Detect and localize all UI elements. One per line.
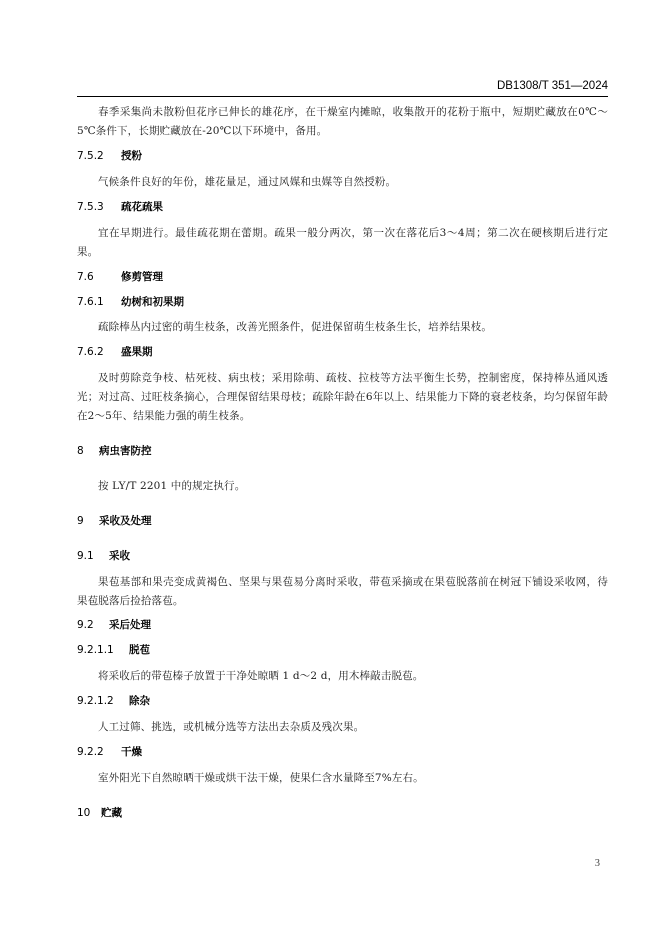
section-title: 疏花疏果 — [121, 201, 163, 213]
section-title: 修剪管理 — [121, 271, 163, 283]
section-heading-9-2 — [77, 616, 608, 635]
section-number: 9.2.2 — [77, 746, 104, 758]
section-title: 干燥 — [121, 746, 142, 758]
paragraph-pollen-collection: 春季采集尚未散粉但花序已伸长的雄花序，在干燥室内摊晾，收集散开的花粉于瓶中，短期贮藏放在0℃～5℃条件下，长期贮藏放在-20℃以下环境中，备用。 — [77, 106, 608, 137]
section-number: 7.6.1 — [77, 296, 104, 308]
section-title: 除杂 — [129, 695, 150, 707]
paragraph-young-tree-pruning: 疏除棒丛内过密的萌生枝条，改善光照条件，促进保留萌生枝条生长，培养结果枝。 — [98, 321, 493, 333]
paragraph-full-bearing-pruning: 及时剪除竞争枝、枯死枝、病虫枝；采用除萌、疏枝、拉枝等方法平衡生长势，控制密度，保持棒丛通风透光；对过高、过旺枝条摘心，合理保留结果母枝；疏除年龄在6年以上、结果能力下降的衰老枝条，均匀保留年龄在2～5年、结果能力强的萌生枝条。 — [77, 372, 608, 422]
section-number: 8 — [77, 445, 84, 457]
paragraph-drying: 室外阳光下自然晾晒干燥或烘干法干燥，使果仁含水量降至7%左右。 — [98, 772, 424, 784]
section-heading-7-6 — [77, 268, 608, 287]
document-code: DB1308/T 351—2024 — [496, 80, 608, 92]
section-title: 盛果期 — [121, 346, 153, 358]
paragraph-pollination: 气候条件良好的年份，雄花量足，通过风媒和虫媒等自然授粉。 — [98, 176, 397, 188]
section-title: 贮藏 — [101, 807, 122, 819]
section-heading-9-2-2 — [77, 743, 608, 762]
section-title: 病虫害防控 — [99, 445, 152, 457]
section-heading-9-2-1-1 — [77, 641, 608, 660]
section-heading-7-6-2 — [77, 343, 608, 362]
paragraph-thinning: 宜在早期进行。最佳疏花期在蕾期。疏果一般分两次，第一次在落花后3～4周；第二次在硬核期后进行定果。 — [77, 227, 608, 258]
paragraph-pest-control: 按 LY/T 2201 中的规定执行。 — [98, 480, 246, 492]
section-number: 9.2 — [77, 619, 94, 631]
section-title: 采后处理 — [109, 619, 151, 631]
section-title: 采收及处理 — [99, 515, 152, 527]
header-rule — [77, 96, 608, 97]
section-title: 幼树和初果期 — [121, 296, 184, 308]
paragraph-husk-removal: 将采收后的带苞榛子放置于干净处晾晒 1 d～2 d，用木棒敲击脱苞。 — [98, 670, 424, 682]
paragraph-impurity-removal: 人工过筛、挑选，或机械分选等方法出去杂质及残次果。 — [98, 721, 365, 733]
section-number: 9 — [77, 515, 84, 527]
section-heading-9-1 — [77, 547, 608, 566]
section-title: 采收 — [109, 550, 130, 562]
section-title: 授粉 — [121, 150, 142, 162]
section-number: 10 — [77, 807, 91, 819]
section-heading-9-2-1-2 — [77, 692, 608, 711]
section-number: 9.2.1.2 — [77, 695, 114, 707]
section-heading-7-5-3 — [77, 198, 608, 217]
section-number: 9.2.1.1 — [77, 644, 114, 656]
section-heading-7-6-1 — [77, 293, 608, 312]
section-number: 7.5.3 — [77, 201, 104, 213]
section-title: 脱苞 — [129, 644, 150, 656]
section-heading-9 — [77, 512, 608, 531]
section-heading-10 — [77, 804, 608, 823]
section-number: 7.5.2 — [77, 150, 104, 162]
section-heading-7-5-2 — [77, 147, 608, 166]
page-number: 3 — [594, 858, 600, 869]
section-heading-8 — [77, 442, 608, 461]
page-content — [77, 103, 608, 823]
section-number: 7.6.2 — [77, 346, 104, 358]
section-number: 9.1 — [77, 550, 94, 562]
section-number: 7.6 — [77, 271, 94, 283]
paragraph-harvest: 果苞基部和果壳变成黄褐色、坚果与果苞易分离时采收，带苞采摘或在果苞脱落前在树冠下铺设采收网，待果苞脱落后捡拾落苞。 — [77, 576, 608, 607]
